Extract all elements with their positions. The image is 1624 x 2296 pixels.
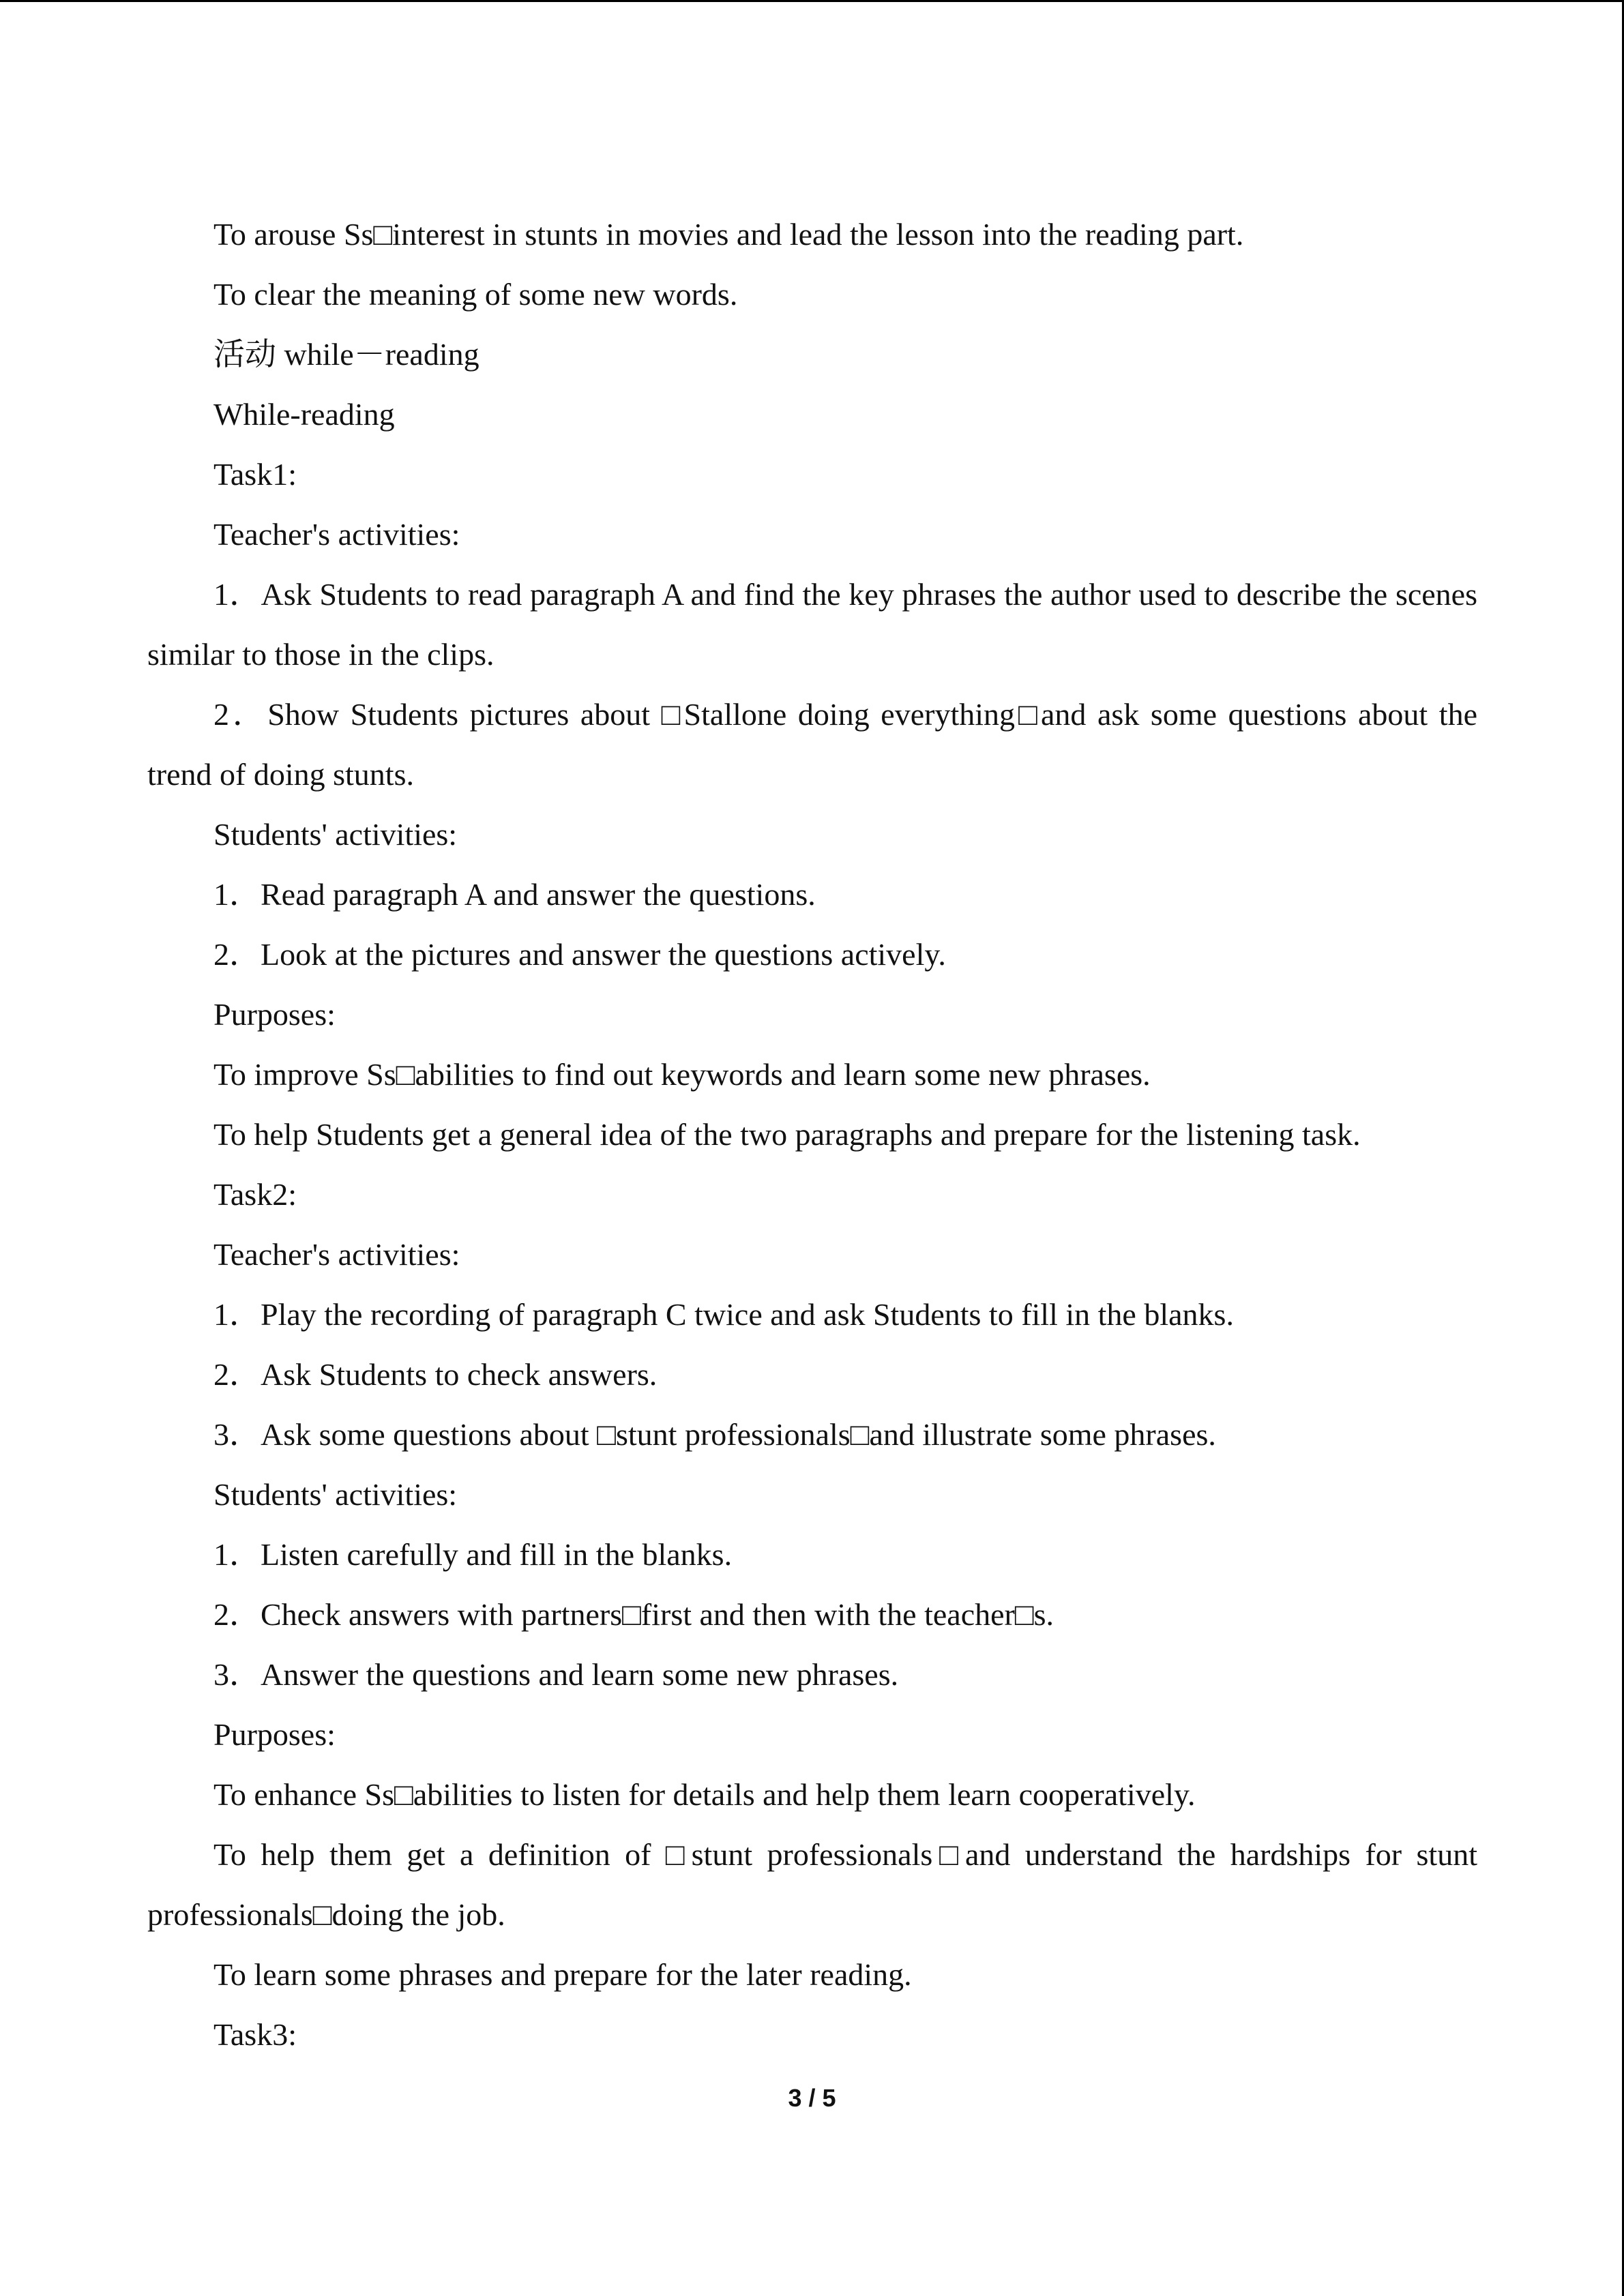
paragraph: To help them get a definition of □stunt professionals□and understand the hardships for stunt professionals□doing the job. (147, 1837, 1477, 1932)
subheading: Teacher's activities: (213, 517, 460, 552)
paragraph: To help Students get a general idea of the two paragraphs and prepare for the listening task. (213, 1117, 1361, 1152)
list-item: 2．Ask Students to check answers. (213, 1357, 658, 1392)
paragraph: To learn some phrases and prepare for the later reading. (213, 1957, 912, 1992)
paragraph: To clear the meaning of some new words. (213, 277, 738, 312)
task-heading: Task1: (213, 457, 297, 492)
subheading: Students' activities: (213, 817, 458, 852)
page-number: 3 / 5 (788, 2084, 836, 2112)
list-item: 2．Show Students pictures about □Stallone doing everything□and ask some questions about the trend of doing stunts. (147, 697, 1477, 792)
top-border (0, 0, 1624, 2)
subheading: Students' activities: (213, 1477, 458, 1512)
list-item: 2．Check answers with partners□first and then with the teacher□s. (213, 1597, 1054, 1632)
task-heading: Task2: (213, 1177, 297, 1212)
paragraph: To improve Ss□abilities to find out keywords and learn some new phrases. (213, 1057, 1151, 1092)
paragraph: To enhance Ss□abilities to listen for details and help them learn cooperatively. (213, 1777, 1196, 1812)
section-heading: 活动 while－reading (213, 337, 479, 372)
subheading: Purposes: (213, 997, 336, 1032)
document-body (147, 205, 1477, 2065)
list-item: 3．Answer the questions and learn some new phrases. (213, 1657, 899, 1692)
paragraph: To arouse Ss□interest in stunts in movies and lead the lesson into the reading part. (213, 217, 1244, 252)
subheading: Purposes: (213, 1717, 336, 1752)
list-item: 1．Read paragraph A and answer the questions. (213, 877, 816, 912)
list-item: 2．Look at the pictures and answer the questions actively. (213, 937, 946, 972)
section-heading: While-reading (213, 397, 395, 432)
list-item: 3．Ask some questions about □stunt professionals□and illustrate some phrases. (213, 1417, 1216, 1452)
task-heading: Task3: (213, 2017, 297, 2052)
list-item: 1．Listen carefully and fill in the blanks. (213, 1537, 733, 1572)
list-item: 1．Play the recording of paragraph C twice and ask Students to fill in the blanks. (213, 1297, 1234, 1332)
list-item: 1．Ask Students to read paragraph A and find the key phrases the author used to describe the scenes similar to those in the clips. (147, 577, 1477, 672)
subheading: Teacher's activities: (213, 1237, 460, 1272)
